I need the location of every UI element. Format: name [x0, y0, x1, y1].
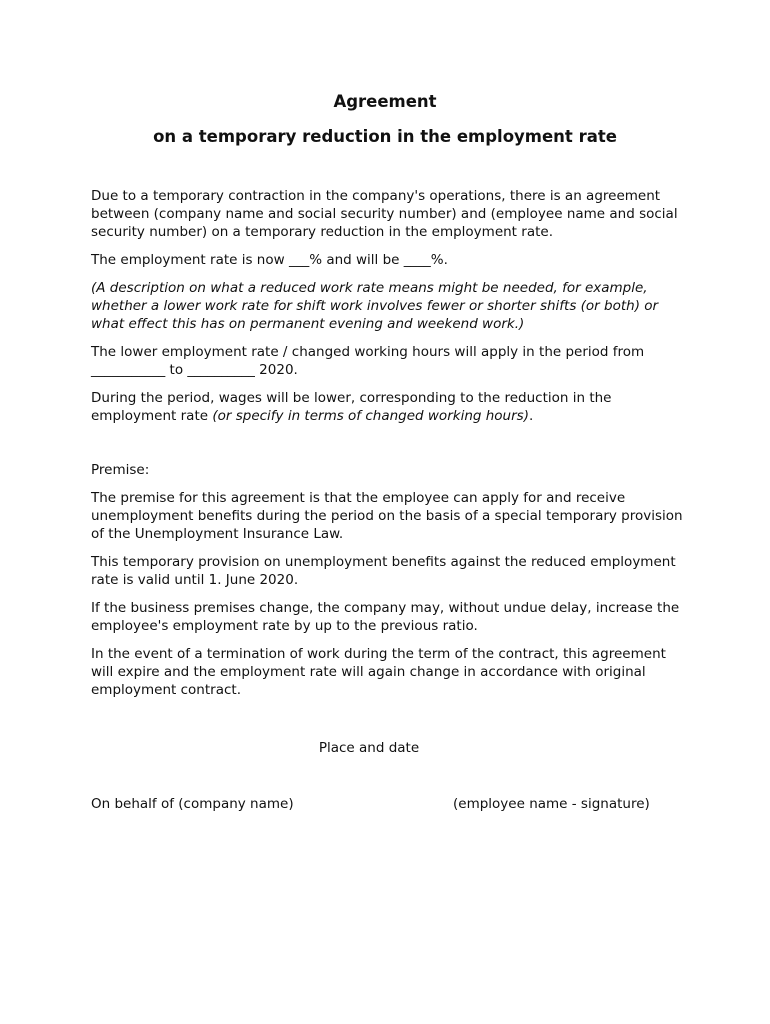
employee-signature-line: (employee name - signature) — [453, 796, 650, 812]
description-note-paragraph: (A description on what a reduced work rate means might be needed, for example, whether a lower work rate for shift work involves fewer or shorter shifts (or both) or what effect this has on permanent evening and weekend work.) — [91, 280, 659, 332]
premise-paragraph-2: This temporary provision on unemployment benefits against the reduced employment rate is valid until 1. June 2020. — [91, 554, 676, 588]
premise-paragraph-3: If the business premises change, the company may, without undue delay, increase the employee's employment rate by up to the previous ratio. — [91, 600, 680, 634]
premise-heading: Premise: — [91, 462, 150, 478]
wages-main-text: During the period, wages will be lower, corresponding to the reduction in the employment rate — [91, 390, 612, 424]
document-body — [91, 187, 691, 709]
document-subtitle: on a temporary reduction in the employment rate — [153, 127, 617, 146]
wages-paragraph — [91, 389, 691, 425]
document-title: Agreement — [333, 92, 437, 111]
intro-paragraph: Due to a temporary contraction in the company's operations, there is an agreement between (company name and social security number) and (employee name and social security number) on a temporary reduction in the employment rate. — [91, 188, 678, 240]
premise-paragraph-4: In the event of a termination of work during the term of the contract, this agreement will expire and the employment rate will again change in accordance with original employment contract. — [91, 646, 666, 698]
company-signature-line: On behalf of (company name) — [91, 796, 294, 812]
period-paragraph: The lower employment rate / changed working hours will apply in the period from ___________ to __________ 2020. — [91, 344, 645, 378]
wages-italic-text: (or specify in terms of changed working hours) — [212, 408, 529, 424]
wages-end-text: . — [528, 408, 534, 424]
place-and-date: Place and date — [318, 740, 420, 756]
premise-paragraph-1: The premise for this agreement is that the employee can apply for and receive unemployment benefits during the period on the basis of a special temporary provision of the Unemployment Insurance Law. — [91, 490, 683, 542]
rate-paragraph: The employment rate is now ___% and will be ____%. — [91, 252, 448, 268]
